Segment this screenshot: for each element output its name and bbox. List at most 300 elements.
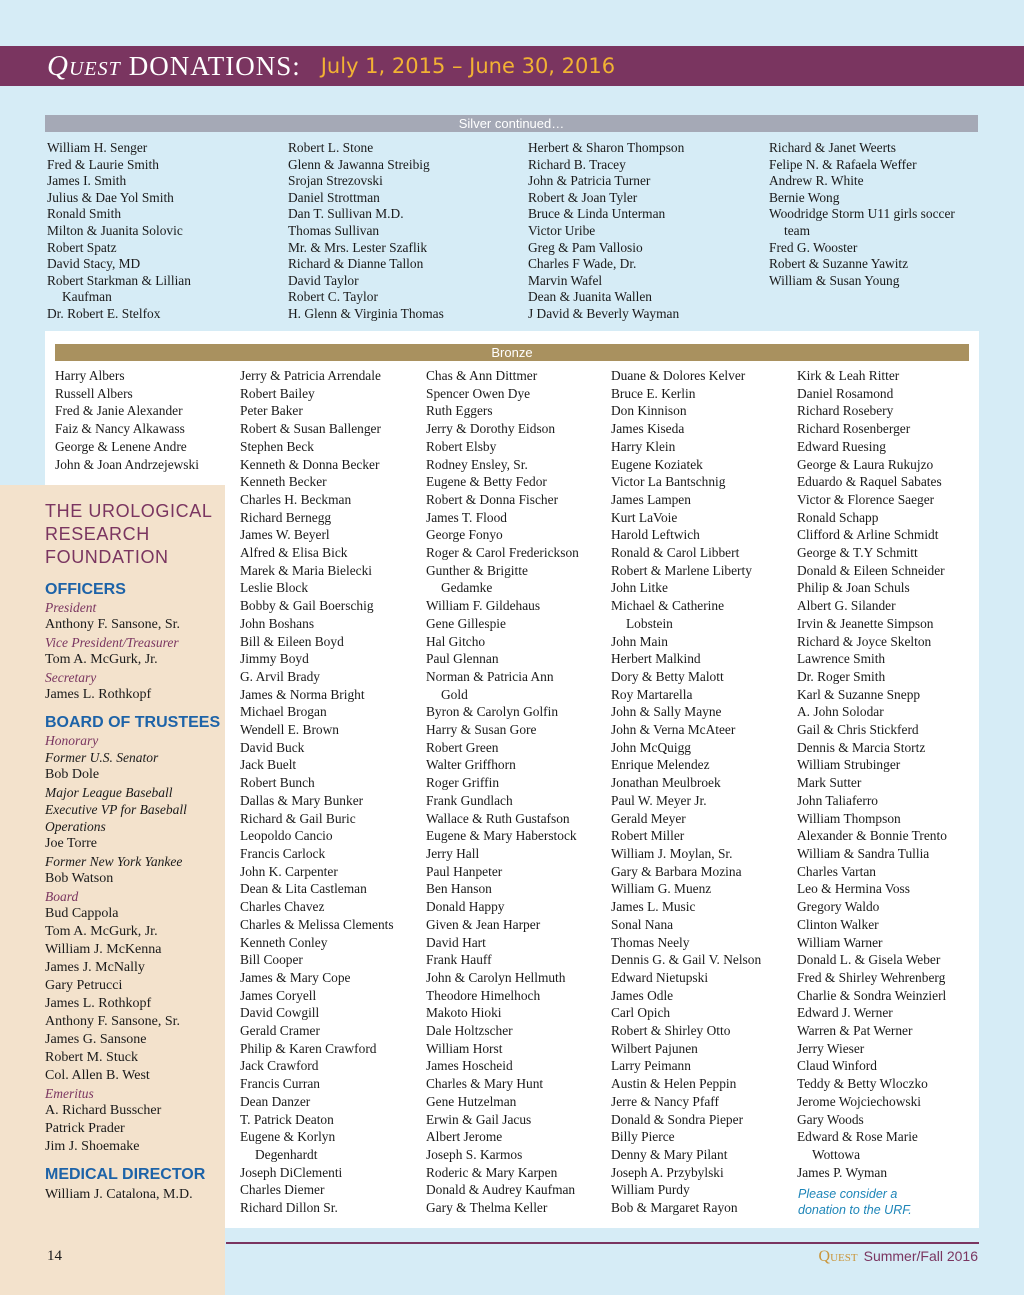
donor-name: George & Laura Rukujzo [797,456,934,472]
donor-name: Lobstein [626,615,673,631]
donor-name: Daniel Rosamond [797,385,894,401]
donor-name: Joseph DiClementi [240,1164,343,1180]
donor-name: Dr. Robert E. Stelfox [47,305,161,321]
donor-name: Lawrence Smith [797,651,886,667]
donor-name: Julius & Dae Yol Smith [47,189,174,205]
silver-column-2 [288,140,444,323]
donor-name: Chas & Ann Dittmer [426,368,538,383]
header-dates: July 1, 2015 – June 30, 2016 [320,54,616,78]
donor-name: Richard Rosenberger [797,421,911,437]
donor-name: Dean & Juanita Wallen [528,289,652,305]
footer-issue-label: Summer/Fall 2016 [863,1248,978,1264]
donor-name: Jerome Wojciechowski [797,1093,921,1109]
donor-name: William J. Moylan, Sr. [611,845,733,861]
donor-name: John & Patricia Turner [528,173,651,189]
donor-name: J David & Beverly Wayman [528,305,680,321]
donor-name: T. Patrick Deaton [240,1111,334,1127]
donor-name: Alfred & Elisa Bick [240,545,348,561]
donor-name: Bill Cooper [240,952,303,968]
donor-name: Bruce E. Kerlin [611,385,696,401]
donor-name: Eugene & Korlyn [240,1129,336,1145]
donor-name: Paul Glennan [426,651,499,667]
emeritus-label: Emeritus [45,1086,94,1101]
donor-name: Charles Diemer [240,1182,325,1198]
donor-name: Rodney Ensley, Sr. [426,456,528,472]
donor-name: Jonathan Meulbroek [611,775,721,791]
donor-name: Eugene Koziatek [611,456,703,472]
donor-name: Bobby & Gail Boerschig [240,598,374,614]
donor-name: Michael & Catherine [611,598,725,614]
donor-name: Thomas Sullivan [288,222,380,238]
silver-column-1 [47,140,191,323]
donor-name: Fred G. Wooster [769,239,858,255]
donor-name: John Litke [611,580,668,596]
donor-name: Don Kinnison [611,403,687,419]
donor-name: Dean Danzer [240,1093,311,1109]
donor-name: James L. Music [611,899,696,915]
donor-name: John Main [611,633,668,649]
donor-name: Kirk & Leah Ritter [797,368,900,383]
donor-name: Donald & Audrey Kaufman [426,1182,576,1198]
donor-name: Carl Opich [611,1005,671,1021]
officer-name: James L. Rothkopf [45,687,152,702]
donor-name: Harry & Susan Gore [426,722,537,738]
donor-name: Mark Sutter [797,775,862,791]
donor-name: Roderic & Mary Karpen [426,1164,558,1180]
donor-name: William Purdy [611,1182,690,1198]
donor-name: Roger & Carol Frederickson [426,545,579,561]
donor-name: Albert Jerome [426,1129,503,1145]
donor-name: Philip & Joan Schuls [797,580,910,596]
donor-name: James W. Beyerl [240,527,330,543]
donor-name: William J. McKenna [45,942,162,957]
donor-name: Robert Miller [611,828,685,844]
donor-name: Marek & Maria Bielecki [240,562,372,578]
donor-name: Charles F Wade, Dr. [528,256,637,272]
donor-name: Jerre & Nancy Pfaff [611,1093,719,1109]
donor-name: Kenneth & Donna Becker [240,456,380,472]
donor-name: Kenneth Conley [240,934,328,950]
donor-name: Michael Brogan [240,704,327,720]
donor-name: Bernie Wong [769,189,840,205]
donor-name: Stephen Beck [240,438,315,454]
silver-column-4 [769,140,955,289]
donor-name: James & Norma Bright [240,686,365,702]
donor-name: H. Glenn & Virginia Thomas [288,305,444,321]
medical-director-name: William J. Catalona, M.D. [45,1187,193,1202]
donor-name: Edward Ruesing [797,438,886,454]
donor-name: Kurt LaVoie [611,509,678,525]
bronze-column-1 [55,367,199,473]
donor-name: John & Carolyn Hellmuth [426,969,566,985]
donor-name: Andrew R. White [769,173,864,189]
donor-name: George & Lenene Andre [55,438,187,454]
donor-name: G. Arvil Brady [240,668,320,684]
donor-name: Faiz & Nancy Alkawass [55,421,185,437]
silver-section-bar: Silver continued… [45,115,978,132]
donor-name: Charles H. Beckman [240,491,352,507]
donor-name: team [784,222,811,238]
donor-name: Clifford & Arline Schmidt [797,527,939,543]
donor-name: Herbert & Sharon Thompson [528,140,685,155]
donor-name: William Thompson [797,810,901,826]
donor-name: Robert & Susan Ballenger [240,421,381,437]
honorary-title: Major League Baseball Executive VP for Baseball Operations [45,785,187,834]
header-title: DONATIONS: [128,50,301,81]
donor-name: Wendell E. Brown [240,722,339,738]
donor-name: Billy Pierce [611,1129,675,1145]
donor-name: James Odle [611,987,674,1003]
donor-name: Kaufman [62,289,112,305]
donor-name: John McQuigg [611,739,691,755]
honorary-name: Bob Dole [45,767,100,782]
donor-name: Jerry & Patricia Arrendale [240,368,381,383]
donor-name: Charles Chavez [240,899,325,915]
donor-name: Gary & Barbara Mozina [611,863,742,879]
donor-name: James T. Flood [426,509,507,525]
donor-name: Dallas & Mary Bunker [240,792,364,808]
donor-name: Roy Martarella [611,686,693,702]
donor-name: Joseph S. Karmos [426,1146,523,1162]
donor-name: Gregory Waldo [797,899,880,915]
officer-name: Tom A. McGurk, Jr. [45,652,158,667]
donor-name: Hal Gitcho [426,633,486,649]
donor-name: Fred & Shirley Wehrenberg [797,969,946,985]
donor-name: Frank Gundlach [426,792,513,808]
page-header [0,46,1024,86]
donor-name: William Warner [797,934,883,950]
donor-name: Robert & Donna Fischer [426,491,559,507]
honorary-title: Former U.S. Senator [45,750,159,765]
donor-name: John & Sally Mayne [611,704,722,720]
donor-name: Russell Albers [55,385,133,401]
donor-name: Erwin & Gail Jacus [426,1111,532,1127]
donor-name: Richard & Janet Weerts [769,140,896,155]
officer-role: Vice President/Treasurer [45,635,179,650]
footer-rule [226,1242,979,1244]
donor-name: Warren & Pat Werner [797,1023,913,1039]
donor-name: Robert Spatz [47,239,117,255]
donor-name: Ronald & Carol Libbert [611,545,740,561]
donor-name: Glenn & Jawanna Streibig [288,156,430,172]
donor-name: Victor La Bantschnig [611,474,726,490]
donor-name: David Hart [426,934,486,950]
donor-name: Bob & Margaret Rayon [611,1200,738,1216]
donor-name: Claud Winford [797,1058,877,1074]
donor-name: Denny & Mary Pilant [611,1146,728,1162]
donor-name: Dory & Betty Malott [611,668,724,684]
donor-name: Gail & Chris Stickferd [797,722,919,738]
board-members [45,905,223,1085]
donor-name: Ruth Eggers [426,403,493,419]
donor-name: Dan T. Sullivan M.D. [288,206,404,222]
donor-name: Degenhardt [255,1146,318,1162]
donor-name: Paul Hanpeter [426,863,503,879]
footer-issue [819,1248,978,1266]
donor-name: William Strubinger [797,757,901,773]
donor-name: George & T.Y Schmitt [797,545,918,561]
donor-name: William & Sandra Tullia [797,845,930,861]
donor-name: Ben Hanson [426,881,492,897]
donor-name: Marvin Wafel [528,272,603,288]
donor-name: Richard Bernegg [240,509,332,525]
urf-sidebar [45,500,223,1204]
donor-name: Robert & Suzanne Yawitz [769,256,909,272]
donor-name: Jerry Hall [426,845,480,861]
donor-name: Donald Happy [426,899,505,915]
donor-name: Robert & Marlene Liberty [611,562,752,578]
donor-name: Gedamke [441,580,493,596]
donor-name: Jack Buelt [240,757,297,773]
donor-name: Gene Hutzelman [426,1093,517,1109]
donor-name: Col. Allen B. West [45,1068,150,1083]
org-title-line: FOUNDATION [45,547,169,567]
donor-name: Tom A. McGurk, Jr. [45,924,158,939]
donor-name: Bill & Eileen Boyd [240,633,344,649]
donor-name: Clinton Walker [797,916,879,932]
header-brand: Quest [47,49,121,82]
donor-name: Robert Green [426,739,499,755]
donor-name: Robert C. Taylor [288,289,378,305]
donor-name: Robert Bailey [240,385,315,401]
bronze-column-4 [611,367,761,1217]
donor-name: Richard Rosebery [797,403,894,419]
donor-name: Enrique Melendez [611,757,710,773]
donor-name: Dale Holtzscher [426,1023,513,1039]
donor-name: Gerald Meyer [611,810,686,826]
donor-name: James J. McNally [45,960,145,975]
donor-name: Thomas Neely [611,934,690,950]
donor-name: Charlie & Sondra Weinzierl [797,987,947,1003]
org-title [45,500,223,569]
donor-name: Jerry & Dorothy Eidson [426,421,556,437]
honorary-name: Joe Torre [45,836,98,851]
donor-name: Leopoldo Cancio [240,828,333,844]
consider-line-1: Please consider a [798,1187,898,1201]
donor-name: James Coryell [240,987,317,1003]
donor-name: Victor & Florence Saeger [797,491,935,507]
consider-line-2: donation to the URF. [798,1203,912,1217]
officers-heading: OFFICERS [45,581,126,598]
donor-name: Victor Uribe [528,222,596,238]
donor-name: Ronald Schapp [797,509,879,525]
donor-name: Alexander & Bonnie Trento [797,828,947,844]
donor-name: Dean & Lita Castleman [240,881,367,897]
donor-name: Donald & Sondra Pieper [611,1111,744,1127]
donor-name: Gene Gillespie [426,615,506,631]
emeritus-members [45,1102,223,1156]
donor-name: Daniel Strottman [288,189,380,205]
donor-name: Gunther & Brigitte [426,562,528,578]
donor-name: Leslie Block [240,580,309,596]
donor-name: Jack Crawford [240,1058,319,1074]
donor-name: Jimmy Boyd [240,651,309,667]
medical-director-heading: MEDICAL DIRECTOR [45,1166,206,1183]
donor-name: Harold Leftwich [611,527,700,543]
org-title-line: THE UROLOGICAL [45,501,213,521]
donor-name: Jerry Wieser [797,1040,865,1056]
honorary-title: Former New York Yankee [45,854,183,869]
donor-name: Robert Starkman & Lillian [47,272,191,288]
donor-name: Srojan Strezovski [288,173,383,189]
board-label: Board [45,889,79,904]
donor-name: James I. Smith [47,173,127,189]
donor-name: William & Susan Young [769,272,900,288]
donor-name: James L. Rothkopf [45,996,152,1011]
officer-role: Secretary [45,670,97,685]
footer-brand: Quest [818,1248,858,1265]
consider-donation-note [798,1186,912,1218]
donor-name: Milton & Juanita Solovic [47,222,183,238]
donor-name: Fred & Laurie Smith [47,156,159,172]
honorary-name: Bob Watson [45,871,114,886]
donor-name: Francis Carlock [240,845,326,861]
donor-name: Frank Hauff [426,952,492,968]
donor-name: Walter Griffhorn [426,757,516,773]
donor-name: Robert L. Stone [288,140,374,155]
donor-name: Anthony F. Sansone, Sr. [45,1014,181,1029]
silver-column-3 [528,140,684,323]
donor-name: James Hoscheid [426,1058,513,1074]
donor-name: Robert Elsby [426,438,497,454]
donor-name: Wallace & Ruth Gustafson [426,810,570,826]
donor-name: David Cowgill [240,1005,320,1021]
donor-name: Charles & Melissa Clements [240,916,394,932]
donor-name: Donald L. & Gisela Weber [797,952,941,968]
donor-name: William F. Gildehaus [426,598,541,614]
donor-name: John & Verna McAteer [611,722,736,738]
donor-name: Richard & Dianne Tallon [288,256,424,272]
donor-name: Edward J. Werner [797,1005,893,1021]
donor-name: Robert M. Stuck [45,1050,138,1065]
donor-name: Wilbert Pajunen [611,1040,698,1056]
donor-name: James P. Wyman [797,1164,888,1180]
donor-name: James Lampen [611,491,691,507]
donor-name: Gerald Cramer [240,1023,320,1039]
donor-name: Philip & Karen Crawford [240,1040,377,1056]
donor-name: Larry Peimann [611,1058,691,1074]
donor-name: Karl & Suzanne Snepp [797,686,921,702]
donor-name: Paul W. Meyer Jr. [611,792,707,808]
donor-name: George Fonyo [426,527,503,543]
donor-name: Greg & Pam Vallosio [528,239,643,255]
donor-name: James Kiseda [611,421,685,437]
donor-name: David Buck [240,739,305,755]
donor-name: Dr. Roger Smith [797,668,886,684]
donor-name: Eugene & Mary Haberstock [426,828,577,844]
donor-name: Mr. & Mrs. Lester Szaflik [288,239,428,255]
donor-name: Given & Jean Harper [426,916,541,932]
donor-name: Richard & Gail Buric [240,810,356,826]
bronze-column-3 [426,367,579,1217]
donor-name: Robert & Joan Tyler [528,189,638,205]
donor-name: Peter Baker [240,403,303,419]
donor-name: Edward & Rose Marie [797,1129,918,1145]
donor-name: John Taliaferro [797,792,878,808]
donor-name: Patrick Prader [45,1121,125,1136]
donor-name: Duane & Dolores Kelver [611,368,746,383]
donor-name: Byron & Carolyn Golfin [426,704,559,720]
honorary-label: Honorary [45,733,99,748]
donor-name: Richard & Joyce Skelton [797,633,932,649]
donor-name: Charles & Mary Hunt [426,1076,544,1092]
donor-name: Jim J. Shoemake [45,1139,140,1154]
donor-name: Robert & Shirley Otto [611,1023,731,1039]
donor-name: Roger Griffin [426,775,500,791]
donor-name: A. Richard Busscher [45,1103,162,1118]
donor-name: Makoto Hioki [426,1005,502,1021]
donor-name: Gary Petrucci [45,978,123,993]
donor-name: Teddy & Betty Wloczko [797,1076,928,1092]
donor-name: Robert Bunch [240,775,315,791]
donor-name: Richard B. Tracey [528,156,626,172]
donor-name: Austin & Helen Peppin [611,1076,737,1092]
donor-name: John & Joan Andrzejewski [55,456,199,472]
page-number: 14 [47,1248,62,1264]
donor-name: Spencer Owen Dye [426,385,531,401]
donor-name: Donald & Eileen Schneider [797,562,945,578]
donor-name: William Horst [426,1040,503,1056]
board-heading: BOARD OF TRUSTEES [45,714,221,731]
donor-name: David Taylor [288,272,359,288]
officer-role: President [45,600,97,615]
donor-name: Theodore Himelhoch [426,987,541,1003]
donor-name: Dennis & Marcia Stortz [797,739,926,755]
donor-name: David Stacy, MD [47,256,141,272]
donor-name: Woodridge Storm U11 girls soccer [769,206,955,222]
donor-name: Dennis G. & Gail V. Nelson [611,952,762,968]
donor-name: Irvin & Jeanette Simpson [797,615,934,631]
donor-name: Fred & Janie Alexander [55,403,183,419]
donor-name: Herbert Malkind [611,651,701,667]
donor-name: Felipe N. & Rafaela Weffer [769,156,917,172]
donor-name: John Boshans [240,615,315,631]
officer-name: Anthony F. Sansone, Sr. [45,617,181,632]
donor-name: Harry Klein [611,438,676,454]
donor-name: Kenneth Becker [240,474,327,490]
donor-name: Gold [441,686,468,702]
donor-name: Leo & Hermina Voss [797,881,910,897]
donor-name: Norman & Patricia Ann [426,668,554,684]
donor-name: Bruce & Linda Unterman [528,206,666,222]
donor-name: Gary Woods [797,1111,864,1127]
donor-name: William G. Muenz [611,881,712,897]
donor-name: Albert G. Silander [797,598,896,614]
donor-name: Richard Dillon Sr. [240,1200,338,1216]
donor-name: A. John Solodar [797,704,884,720]
donor-name: Eduardo & Raquel Sabates [797,474,942,490]
org-title-line: RESEARCH [45,524,150,544]
bronze-section-bar: Bronze [55,344,969,361]
donor-name: James & Mary Cope [240,969,351,985]
donor-name: Wottowa [812,1146,861,1162]
donor-name: Eugene & Betty Fedor [426,474,547,490]
donor-name: Harry Albers [55,368,125,383]
bronze-column-2 [240,367,394,1217]
donor-name: Francis Curran [240,1076,320,1092]
donor-name: Sonal Nana [611,916,674,932]
donor-name: Edward Nietupski [611,969,709,985]
donor-name: Joseph A. Przybylski [611,1164,724,1180]
donor-name: John K. Carpenter [240,863,338,879]
bronze-column-5 [797,367,947,1181]
donor-name: Charles Vartan [797,863,876,879]
donor-name: Ronald Smith [47,206,122,222]
donor-name: William H. Senger [47,140,148,155]
donor-name: James G. Sansone [45,1032,147,1047]
donor-name: Bud Cappola [45,906,119,921]
donor-name: Gary & Thelma Keller [426,1200,548,1216]
